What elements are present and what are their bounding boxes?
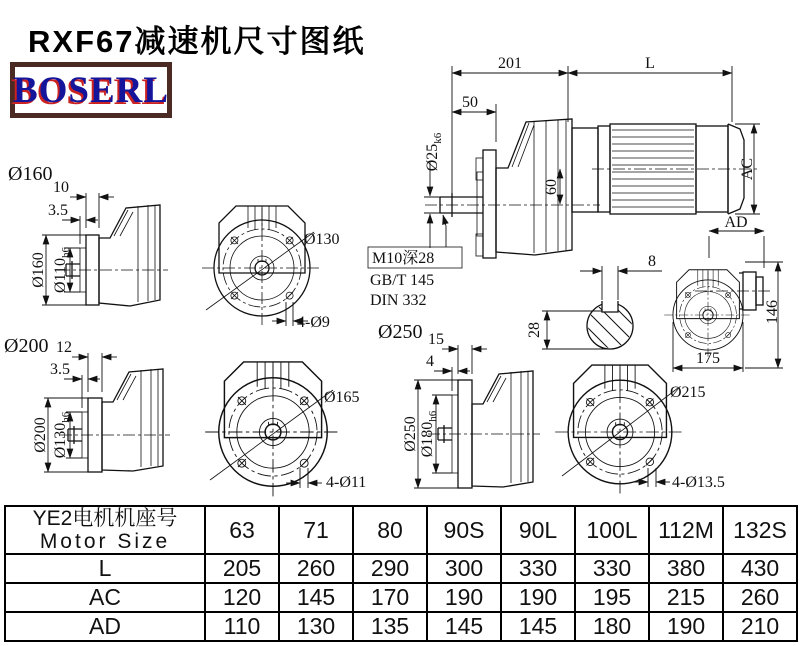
dim-3p5-label: 3.5 bbox=[48, 202, 68, 219]
shaft-key-section bbox=[526, 253, 662, 378]
motor-size-header-cn: YE2电机机座号 bbox=[32, 507, 178, 530]
size-col-132S: 132S bbox=[723, 506, 797, 554]
size-col-71: 71 bbox=[279, 506, 353, 554]
table-cell: 330 bbox=[501, 554, 575, 583]
dim-8-label: 8 bbox=[648, 253, 656, 270]
dim-key-depth bbox=[542, 311, 610, 349]
dimension-table bbox=[4, 505, 798, 642]
flange250-label: Ø250 bbox=[378, 321, 423, 343]
table-cell: 190 bbox=[427, 583, 501, 612]
table-cell: 210 bbox=[723, 612, 797, 641]
dim-bore180-label: $Ø180_{h6}$ bbox=[419, 410, 439, 458]
table-cell: 135 bbox=[353, 612, 427, 641]
flange160-side-view bbox=[8, 163, 168, 306]
flange250-side-view bbox=[378, 321, 540, 488]
brand-logo-text: BOSERL bbox=[12, 69, 170, 111]
table-cell: 110 bbox=[205, 612, 279, 641]
dim-175-label: 175 bbox=[696, 350, 720, 367]
callout-m10: M10深28 bbox=[372, 250, 435, 267]
dim-201-label: 201 bbox=[498, 55, 522, 72]
table-row-L bbox=[5, 554, 797, 583]
dim-dia250-label: Ø250 bbox=[402, 416, 419, 452]
tapped-hole-callout bbox=[368, 215, 462, 309]
size-col-63: 63 bbox=[205, 506, 279, 554]
dim-10-label: 10 bbox=[53, 179, 69, 196]
table-cell: 145 bbox=[501, 612, 575, 641]
flange200-side-view bbox=[4, 335, 170, 472]
dim-AC-label: AC bbox=[739, 157, 756, 181]
table-cell: 130 bbox=[279, 612, 353, 641]
flange200-label: Ø200 bbox=[4, 335, 49, 357]
table-cell: 430 bbox=[723, 554, 797, 583]
motor-size-header-en: Motor Size bbox=[39, 530, 171, 553]
dim-key-width bbox=[580, 266, 662, 300]
dim-12 bbox=[72, 353, 117, 392]
table-cell: 180 bbox=[575, 612, 649, 641]
dim-50-label: 50 bbox=[462, 94, 478, 111]
front130-bolt-circle-label: Ø130 bbox=[304, 231, 340, 248]
size-col-80: 80 bbox=[353, 506, 427, 554]
size-col-112M: 112M bbox=[649, 506, 723, 554]
dim-60-label: 60 bbox=[543, 179, 560, 195]
dim-dia160-label: Ø160 bbox=[30, 252, 47, 288]
row-label-AC: AC bbox=[5, 583, 205, 612]
dim-15-label: 15 bbox=[428, 331, 444, 348]
dim-15 bbox=[442, 345, 487, 374]
dim-bore110-label: $Ø110_{h6}$ bbox=[52, 247, 72, 293]
table-cell: 215 bbox=[649, 583, 723, 612]
table-cell: 145 bbox=[427, 612, 501, 641]
front130-holes-label: 4-Ø9 bbox=[297, 314, 330, 331]
table-cell: 190 bbox=[501, 583, 575, 612]
front130-view bbox=[202, 206, 340, 331]
table-header-row bbox=[5, 506, 797, 554]
front165-bolt-circle-label: Ø165 bbox=[324, 389, 360, 406]
dim-146-label: 146 bbox=[764, 300, 781, 324]
table-cell: 330 bbox=[575, 554, 649, 583]
table-cell: 260 bbox=[723, 583, 797, 612]
table-cell: 190 bbox=[649, 612, 723, 641]
size-col-100L: 100L bbox=[575, 506, 649, 554]
table-cell: 300 bbox=[427, 554, 501, 583]
motor-size-header bbox=[5, 506, 205, 554]
front215-holes-label: 4-Ø13.5 bbox=[672, 474, 725, 491]
dim-201-L bbox=[452, 66, 732, 196]
table-cell: 170 bbox=[353, 583, 427, 612]
dim-4-label: 4 bbox=[426, 353, 434, 370]
page-title: RXF67减速机尺寸图纸 bbox=[28, 24, 366, 59]
dim-10 bbox=[70, 193, 114, 228]
table-row-AC bbox=[5, 583, 797, 612]
dim-bore130-label: $Ø130_{h6}$ bbox=[52, 411, 72, 459]
dim-3p5 bbox=[62, 216, 98, 244]
front165-holes-label: 4-Ø11 bbox=[326, 474, 367, 491]
flange160-label: Ø160 bbox=[8, 163, 53, 185]
size-col-90L: 90L bbox=[501, 506, 575, 554]
dim-3p5b bbox=[64, 375, 100, 408]
dim-AD-label: AD bbox=[724, 214, 748, 231]
table-cell: 205 bbox=[205, 554, 279, 583]
callout-gbt: GB/T 145 bbox=[370, 272, 435, 289]
table-cell: 195 bbox=[575, 583, 649, 612]
dim-dia200-label: Ø200 bbox=[32, 417, 49, 453]
front215-holes-callout bbox=[634, 468, 670, 487]
main-assembly-view bbox=[368, 55, 760, 309]
table-cell: 145 bbox=[279, 583, 353, 612]
row-label-AD: AD bbox=[5, 612, 205, 641]
row-label-L: L bbox=[5, 554, 205, 583]
front165-holes-callout bbox=[286, 468, 322, 488]
callout-din: DIN 332 bbox=[370, 292, 427, 309]
table-cell: 380 bbox=[649, 554, 723, 583]
table-row-AD bbox=[5, 612, 797, 641]
table-cell: 290 bbox=[353, 554, 427, 583]
dim-12-label: 12 bbox=[56, 339, 72, 356]
front165-view bbox=[205, 362, 366, 500]
front215-view bbox=[555, 365, 725, 497]
dim-L-label: L bbox=[645, 55, 655, 72]
dim-4 bbox=[434, 367, 470, 391]
dim-3p5b-label: 3.5 bbox=[50, 361, 70, 378]
front215-bolt-circle-label: Ø215 bbox=[670, 384, 706, 401]
size-col-90S: 90S bbox=[427, 506, 501, 554]
table-cell: 120 bbox=[205, 583, 279, 612]
table-cell: 260 bbox=[279, 554, 353, 583]
input-side-view bbox=[664, 214, 783, 372]
dim-shaft-dia-label: $Ø25_{k6}$ bbox=[424, 132, 444, 172]
dim-28-label: 28 bbox=[526, 322, 543, 338]
